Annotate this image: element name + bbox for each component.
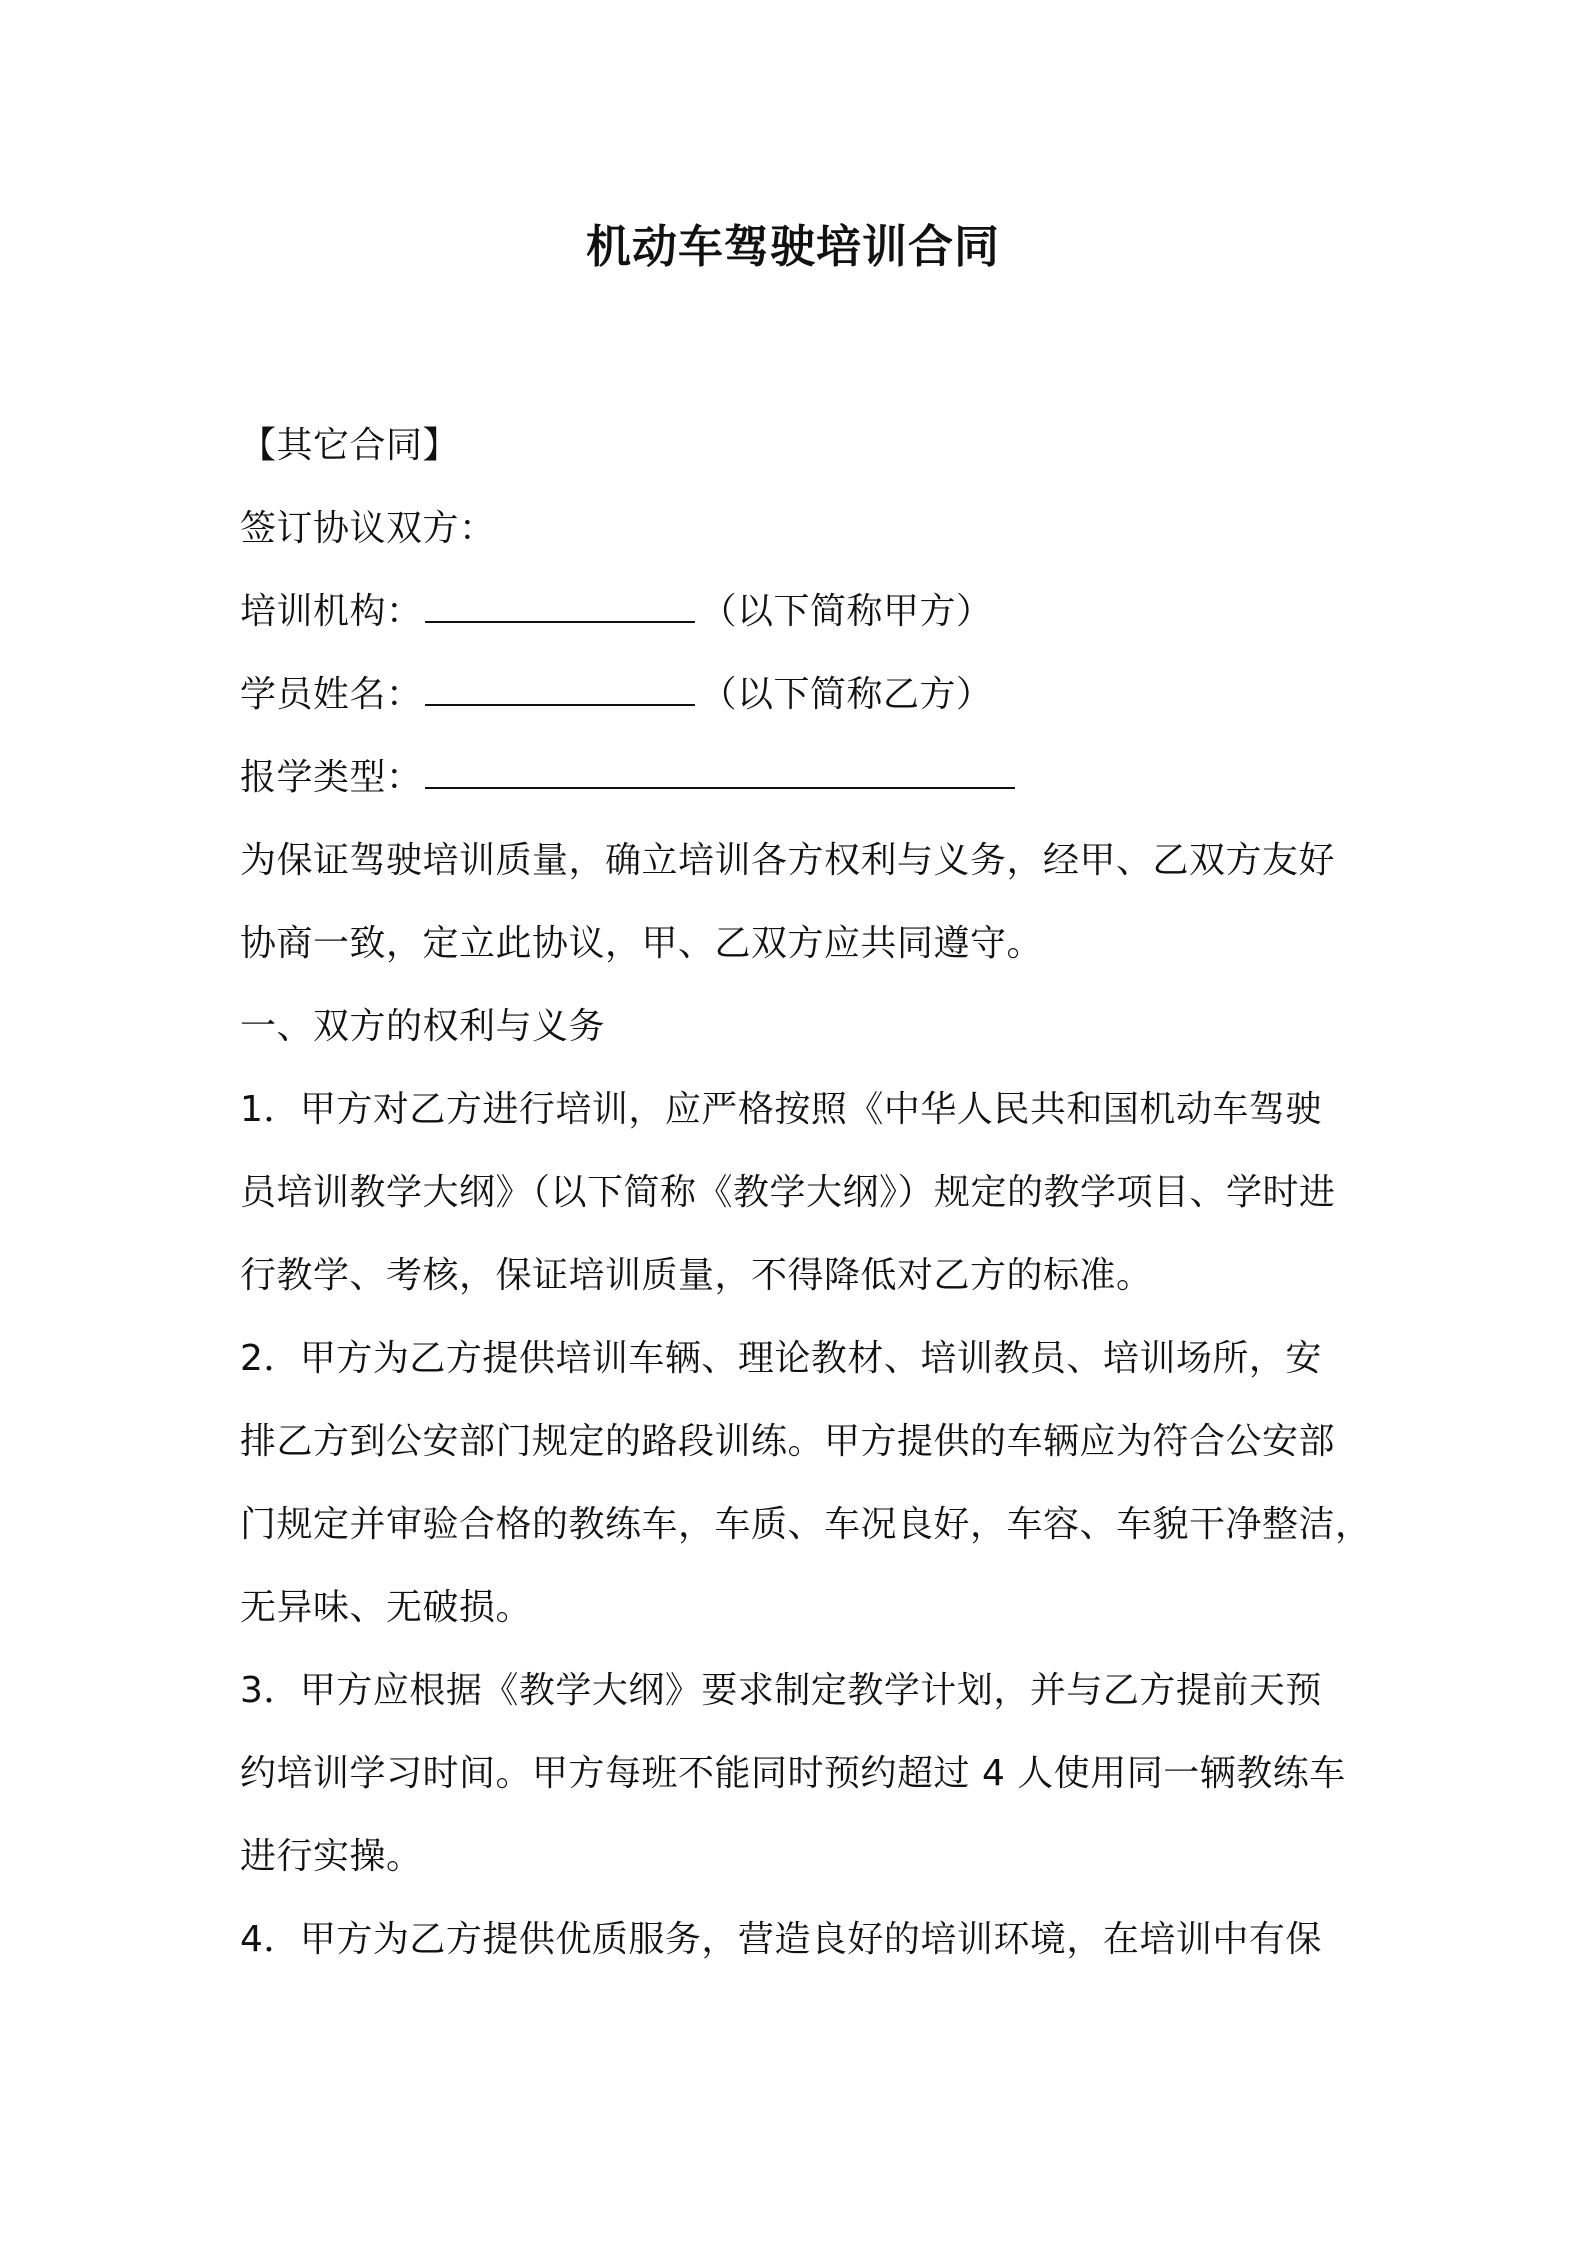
contract-category: 【其它合同】: [240, 425, 460, 466]
clause-3-line: 约培训学习时间。甲方每班不能同时预约超过 4 人使用同一辆教练车: [240, 1753, 1346, 1794]
clause-4-line: 4．甲方为乙方提供优质服务，营造良好的培训环境，在培训中有保: [240, 1919, 1322, 1960]
intro-line: 协商一致，定立此协议，甲、乙双方应共同遵守。: [240, 923, 1044, 964]
student-blank-line: [425, 678, 695, 706]
institution-blank-line: [425, 595, 695, 623]
clause-3-line: 进行实操。: [240, 1836, 423, 1877]
clause-2-line: 2．甲方为乙方提供培训车辆、理论教材、培训教员、培训场所，安: [240, 1338, 1322, 1379]
clause-1-line: 1．甲方对乙方进行培训，应严格按照《中华人民共和国机动车驾驶: [240, 1089, 1322, 1130]
clause-2-line: 无异味、无破损。: [240, 1587, 533, 1628]
section-heading: 一、双方的权利与义务: [240, 1006, 606, 1047]
clause-2-line: 排乙方到公安部门规定的路段训练。甲方提供的车辆应为符合公安部: [240, 1421, 1336, 1462]
clause-1-line: 行教学、考核，保证培训质量，不得降低对乙方的标准。: [240, 1255, 1153, 1296]
clause-2-line: 门规定并审验合格的教练车，车质、车况良好，车容、车貌干净整洁，: [240, 1504, 1372, 1545]
student-field-label: 学员姓名：: [240, 674, 423, 715]
institution-field-label: 培训机构：: [240, 591, 423, 632]
institution-field-suffix: （以下简称甲方）: [700, 591, 993, 632]
document-body: [240, 404, 1372, 1981]
enrollment-type-blank-line: [425, 761, 1015, 789]
enrollment-type-label: 报学类型：: [240, 757, 423, 798]
enrollment-type-row: [240, 736, 1350, 819]
document-title: 机动车驾驶培训合同: [585, 220, 1000, 273]
student-field-row: [240, 653, 1350, 736]
institution-field-row: [240, 570, 1350, 653]
clause-3-line: 3．甲方应根据《教学大纲》要求制定教学计划，并与乙方提前天预: [240, 1670, 1322, 1711]
parties-heading: 签订协议双方：: [240, 508, 496, 549]
clause-1-line: 员培训教学大纲》（以下简称《教学大纲》）规定的教学项目、学时进: [240, 1172, 1336, 1213]
intro-line: 为保证驾驶培训质量，确立培训各方权利与义务，经甲、乙双方友好: [240, 840, 1336, 881]
student-field-suffix: （以下简称乙方）: [700, 674, 993, 715]
